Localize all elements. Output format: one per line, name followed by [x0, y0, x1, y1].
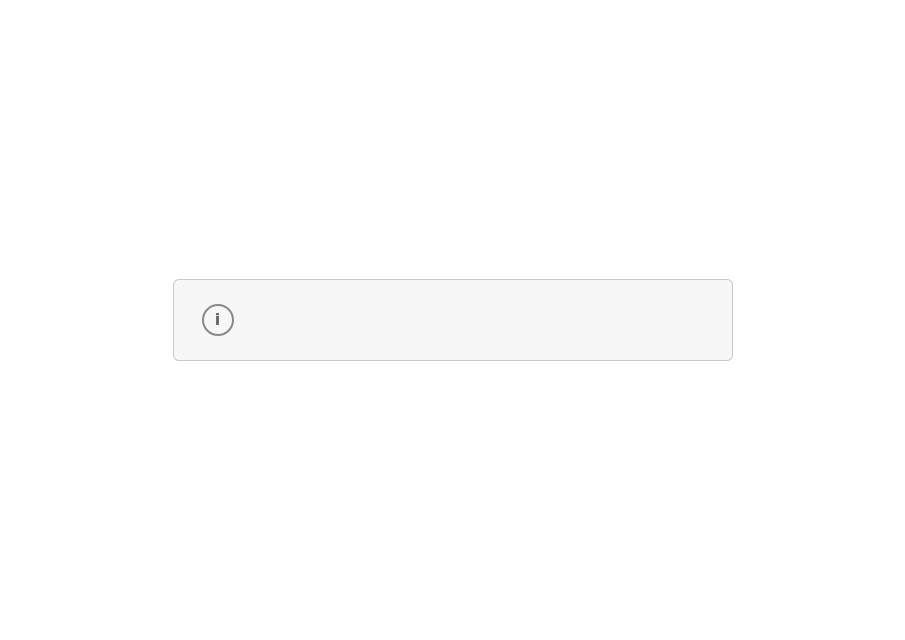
- info-icon: i: [202, 304, 234, 336]
- missing-screenshot-notice: [173, 279, 733, 361]
